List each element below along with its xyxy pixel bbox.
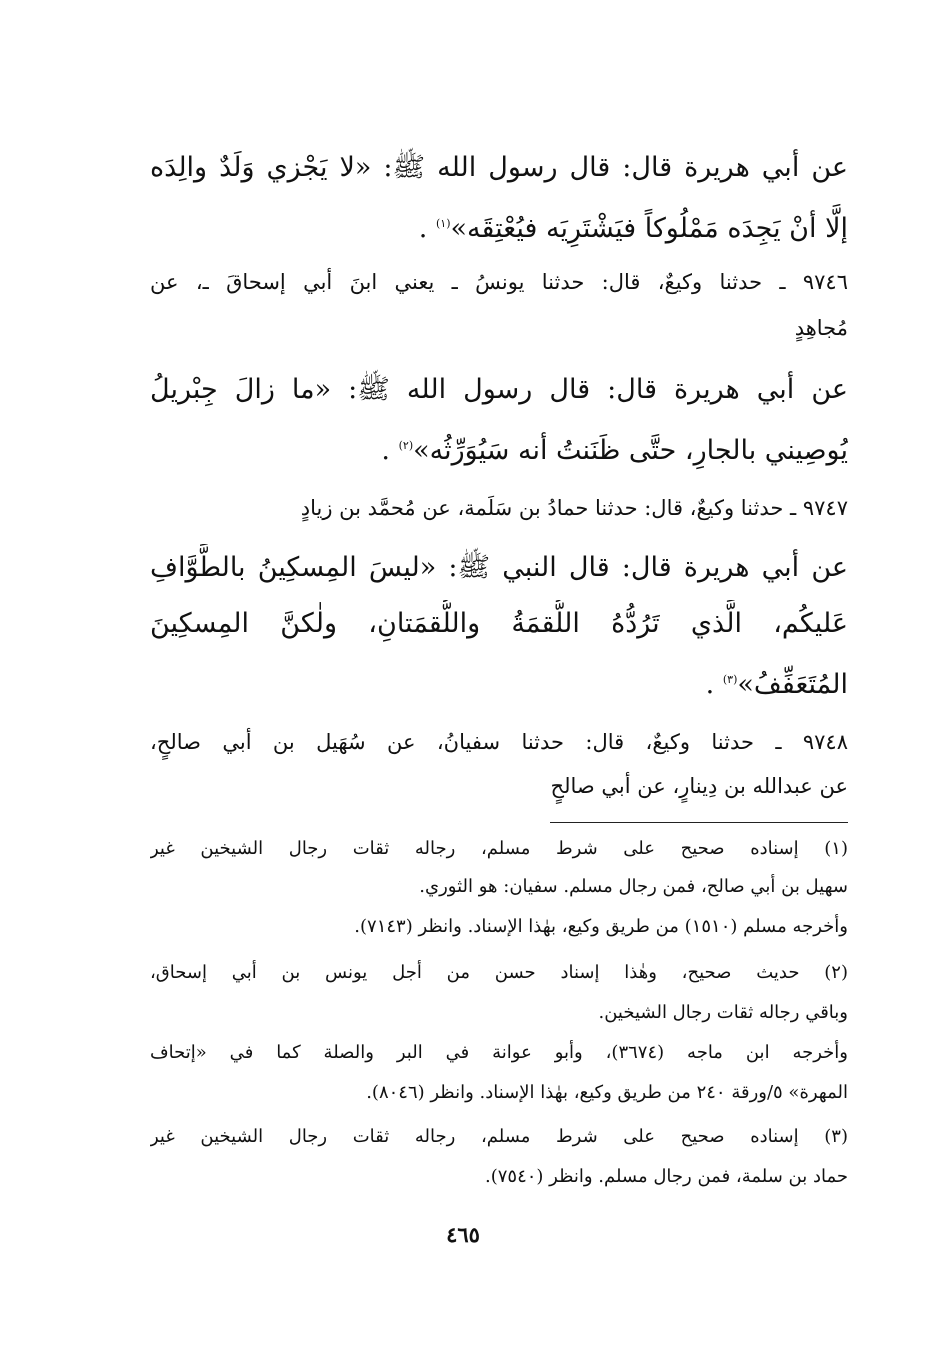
footnote-line: وباقي رجاله ثقات رجال الشيخين. <box>598 1002 848 1023</box>
isnad-line: ٩٧٤٦ ـ حدثنا وكيعٌ، قال: حدثنا يونسُ ـ يعني ابنَ أبي إسحاقَ ـ، عن <box>150 270 848 294</box>
footnote-line: وأخرجه مسلم (١٥١٠) من طريق وكيع، بهٰذا الإسناد. وانظر (٧١٤٣). <box>354 916 848 937</box>
footnote-line: (١) إسناده صحيح على شرط مسلم، رجاله ثقات رجال الشيخين غير <box>150 838 848 859</box>
footnote-line: (٣) إسناده صحيح على شرط مسلم، رجاله ثقات رجال الشيخين غير <box>150 1126 848 1147</box>
footnote-line: المهرة» ٥/ورقة ٢٤٠ من طريق وكيع، بهٰذا الإسناد. وانظر (٨٠٤٦). <box>366 1082 848 1103</box>
footnote-line: (٢) حديث صحيح، وهٰذا إسناد حسن من أجل يونس بن أبي إسحاق، <box>150 962 848 983</box>
hadith-line: عَليكُم، الَّذي تَرُدُّهُ اللُّقمَةُ واللُّقمَتانِ، ولٰكنَّ المِسكِينَ <box>150 608 848 639</box>
footnote-line: سهيل بن أبي صالح، فمن رجال مسلم. سفيان: هو الثوري. <box>419 876 848 897</box>
isnad-line: مُجاهِدٍ <box>794 316 848 340</box>
isnad-line: عن عبدالله بن دِينارٍ، عن أبي صالحٍ <box>550 774 848 798</box>
hadith-line: عن أبي هريرة قال: قال رسول الله ﷺ: «ما زالَ جِبْريلُ <box>150 374 848 405</box>
footnote-ref: (٣) <box>722 673 738 686</box>
footnote-separator <box>550 822 848 823</box>
footnote-line: وأخرجه ابن ماجه (٣٦٧٤)، وأبو عوانة في البر والصلة كما في «إتحاف <box>150 1042 848 1063</box>
footnote-ref: (١) <box>435 217 451 230</box>
isnad-line: ٩٧٤٨ ـ حدثنا وكيعٌ، قال: حدثنا سفيانُ، عن سُهَيل بن أبي صالحٍ، <box>150 730 848 754</box>
hadith-line: عن أبي هريرة قال: قال النبي ﷺ: «ليسَ المِسكِينُ بالطَّوَّافِ <box>150 552 848 583</box>
footnote-ref: (٢) <box>398 439 414 452</box>
hadith-line: إلَّا أنْ يَجِدَه مَمْلُوكاً فيَشْتَرِيَه فيُعْتِقَه»$^{(١)}$ . <box>418 213 848 244</box>
hadith-line: عن أبي هريرة قال: قال رسول الله ﷺ: «لا يَجْزي وَلَدٌ والِدَه <box>150 152 848 183</box>
footnote-line: حماد بن سلمة، فمن رجال مسلم. وانظر (٧٥٤٠). <box>484 1166 848 1187</box>
hadith-line: يُوصِيني بالجارِ، حتَّى ظَنَنتُ أنه سَيُوَرِّثُه»$^{(٢)}$ . <box>381 435 848 466</box>
isnad-line: ٩٧٤٧ ـ حدثنا وكيعٌ، قال: حدثنا حمادُ بن سَلَمة، عن مُحمَّد بن زيادٍ <box>300 496 848 520</box>
hadith-line: المُتَعَفِّفُ»$^{(٣)}$ . <box>705 669 848 700</box>
page-number: ٤٦٥ <box>446 1222 480 1247</box>
